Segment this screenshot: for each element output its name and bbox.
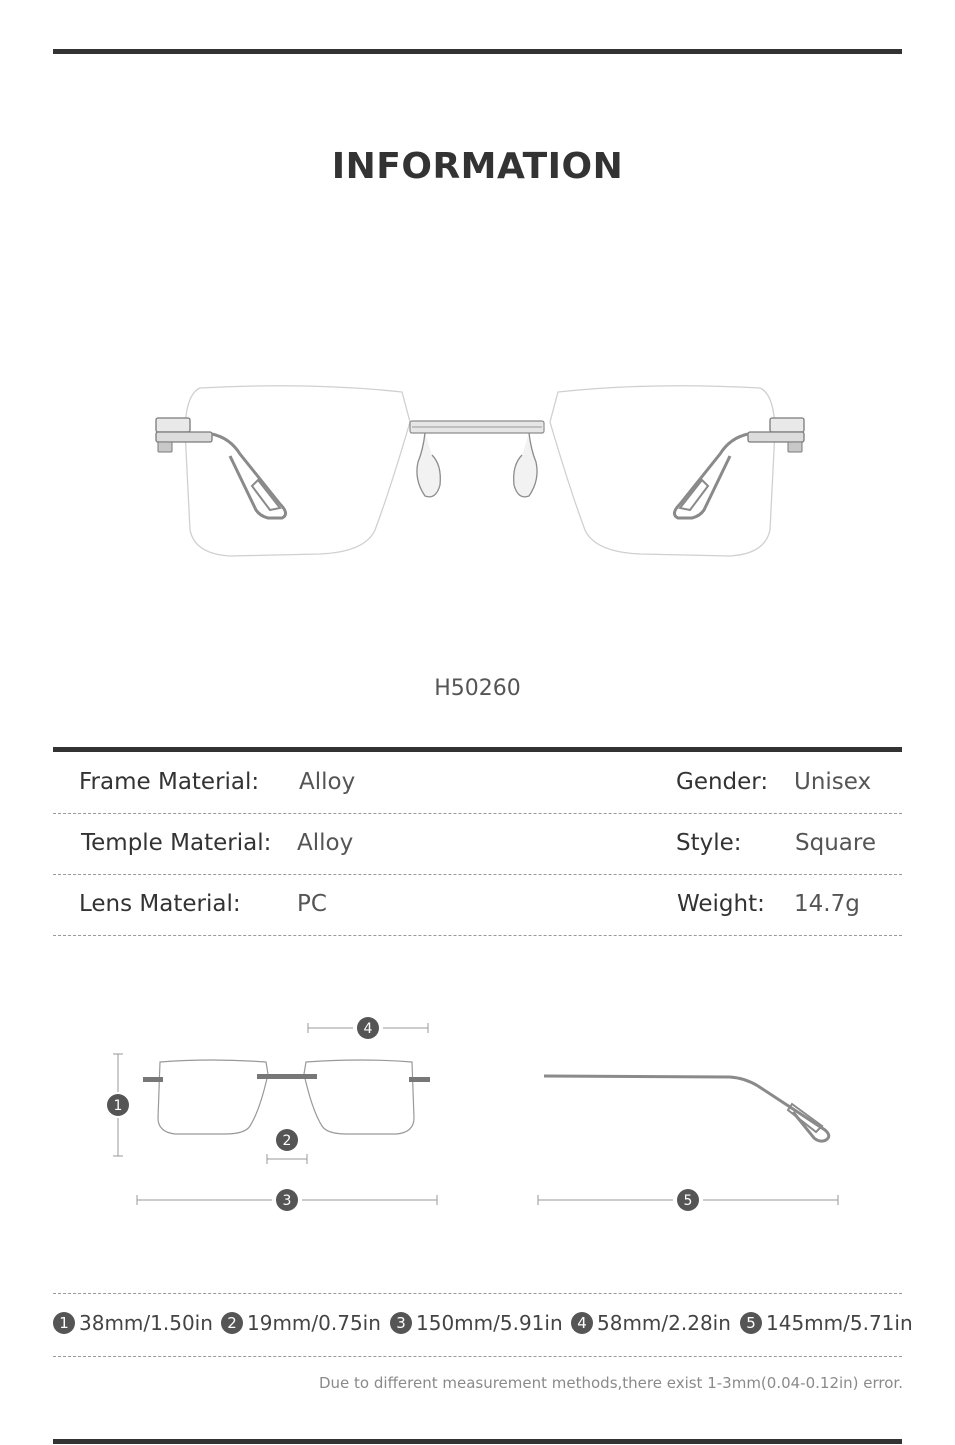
measurement-4-value: 58mm/2.28in <box>597 1311 731 1335</box>
measurements-bar <box>53 1293 913 1357</box>
bottom-rule <box>53 1439 902 1444</box>
disclaimer-note: Due to different measurement methods,there exist 1-3mm(0.04-0.12in) error. <box>319 1374 903 1392</box>
temple-material-value: Alloy <box>297 830 354 856</box>
model-code: H50260 <box>434 676 521 701</box>
measurement-2-number: 2 <box>221 1312 243 1334</box>
marker-4 <box>357 1017 379 1039</box>
measurement-1-value: 38mm/1.50in <box>79 1311 213 1335</box>
page-title: INFORMATION <box>331 146 624 187</box>
marker-2 <box>276 1129 298 1151</box>
side-dimension-diagram <box>530 1050 850 1220</box>
svg-text:3: 3 <box>282 1193 292 1209</box>
marker-5 <box>677 1189 699 1211</box>
gender-label: Gender: <box>676 769 769 795</box>
frame-material-label: Frame Material: <box>79 769 260 795</box>
lens-material-value: PC <box>297 891 327 917</box>
measurement-3 <box>390 1311 563 1335</box>
measurement-3-value: 150mm/5.91in <box>416 1311 563 1335</box>
lens-material-label: Lens Material: <box>79 891 241 917</box>
top-rule <box>53 49 902 54</box>
measurement-5 <box>740 1311 913 1335</box>
measurement-2 <box>221 1311 381 1335</box>
measurement-4-number: 4 <box>571 1312 593 1334</box>
measurement-1 <box>53 1311 213 1335</box>
svg-text:2: 2 <box>282 1133 292 1149</box>
measurement-5-value: 145mm/5.71in <box>766 1311 913 1335</box>
measurement-3-number: 3 <box>390 1312 412 1334</box>
measurement-1-number: 1 <box>53 1312 75 1334</box>
svg-text:5: 5 <box>683 1193 693 1209</box>
marker-3 <box>276 1189 298 1211</box>
frame-material-value: Alloy <box>299 769 356 795</box>
svg-text:1: 1 <box>113 1098 123 1114</box>
spec-row-frame <box>53 753 902 814</box>
style-value: Square <box>795 830 876 856</box>
spec-row-temple <box>53 814 902 875</box>
specs-top-rule <box>53 747 902 752</box>
weight-value: 14.7g <box>794 891 860 917</box>
weight-label: Weight: <box>677 891 765 917</box>
marker-1 <box>107 1094 129 1116</box>
front-dimension-diagram <box>100 1010 460 1220</box>
style-label: Style: <box>676 830 742 856</box>
glasses-product-image <box>140 370 820 570</box>
spec-row-lens <box>53 875 902 936</box>
measurement-5-number: 5 <box>740 1312 762 1334</box>
temple-material-label: Temple Material: <box>81 830 272 856</box>
svg-text:4: 4 <box>363 1021 373 1037</box>
measurement-2-value: 19mm/0.75in <box>247 1311 381 1335</box>
measurement-4 <box>571 1311 731 1335</box>
gender-value: Unisex <box>794 769 872 795</box>
